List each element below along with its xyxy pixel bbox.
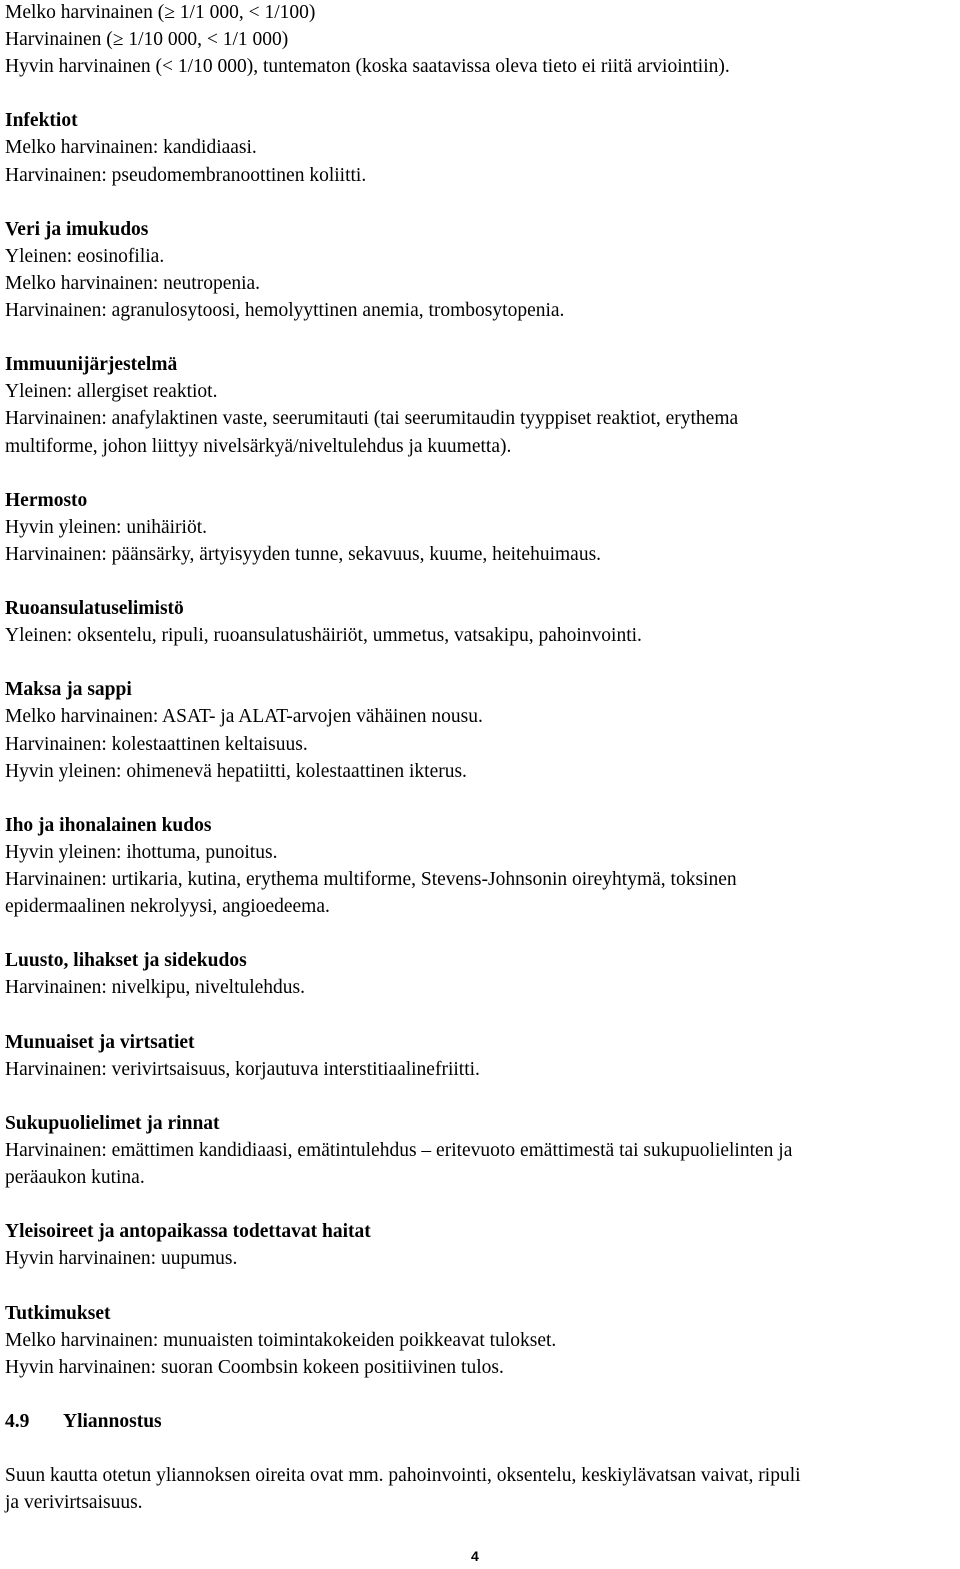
section-line: Harvinainen: kolestaattinen keltaisuus. [5,733,308,755]
section-line: peräaukon kutina. [5,1167,145,1189]
section-yliannostus [5,1408,955,1516]
section-line: Hyvin harvinainen: uupumus. [5,1248,238,1270]
section-line: Harvinainen: urtikaria, kutina, erythema multiforme, Stevens-Johnsonin oireyhtymä, toksinen [5,869,737,890]
section-line: Yleinen: eosinofilia. [5,245,165,267]
section-line: Suun kautta otetun yliannoksen oireita ovat mm. pahoinvointi, oksentelu, keskiylävatsan vaivat, ripuli [5,1465,801,1487]
section-heading: Yleisoireet ja antopaikassa todettavat haitat [5,1221,371,1243]
section-line: Harvinainen: agranulosytoosi, hemolyyttinen anemia, trombosytopenia. [5,300,565,322]
section-yleisoireet [5,1218,955,1272]
section-line: Harvinainen: päänsärky, ärtyisyyden tunne, sekavuus, kuume, heitehuimaus. [5,543,602,565]
section-line: Yleinen: oksentelu, ripuli, ruoansulatushäiriöt, ummetus, vatsakipu, pahoinvointi. [5,625,642,647]
section-line: Harvinainen: nivelkipu, niveltulehdus. [5,977,306,999]
section-number: 4.9 [5,1410,30,1432]
frequency-line: Harvinainen (≥ 1/10 000, < 1/1 000) [5,29,289,51]
section-heading: Tutkimukset [5,1302,111,1324]
section-line: Harvinainen: verivirtsaisuus, korjautuva interstitiaalinefriitti. [5,1058,480,1080]
section-line: Melko harvinainen: neutropenia. [5,272,261,294]
section-heading: Ruoansulatuselimistö [5,598,184,620]
section-heading: Maksa ja sappi [5,679,132,701]
section-veri-ja-imukudos [5,216,955,324]
section-heading: Iho ja ihonalainen kudos [5,814,212,836]
section-line: Melko harvinainen: kandidiaasi. [5,137,257,159]
section-heading: Sukupuolielimet ja rinnat [5,1112,220,1134]
document-page [5,0,955,1516]
frequency-line: Hyvin harvinainen (< 1/10 000), tuntematon (koska saatavissa oleva tieto ei riitä arviointiin). [5,56,730,78]
section-line: Hyvin yleinen: ihottuma, punoitus. [5,841,278,863]
section-line: multiforme, johon liittyy nivelsärkyä/niveltulehdus ja kuumetta). [5,435,512,457]
section-heading: Infektiot [5,110,78,132]
section-munuaiset-ja-virtsatiet [5,1029,955,1083]
section-immuunijarjestelma [5,351,955,459]
section-iho-ja-ihonalainen-kudos [5,812,955,920]
section-heading: Immuunijärjestelmä [5,354,178,376]
section-line: Harvinainen: emättimen kandidiaasi, emätintulehdus – eritevuoto emättimestä tai sukupuolielinten ja [5,1139,793,1161]
section-line: Hyvin harvinainen: suoran Coombsin kokeen positiivinen tulos. [5,1356,504,1378]
section-line: ja verivirtsaisuus. [5,1492,143,1514]
section-hermosto [5,487,955,568]
section-title: Yliannostus [63,1410,162,1432]
page-number: 4 [471,1548,479,1564]
section-line: epidermaalinen nekrolyysi, angioedeema. [5,896,330,918]
section-line: Melko harvinainen: munuaisten toimintakokeiden poikkeavat tulokset. [5,1329,557,1351]
section-infektiot [5,107,955,188]
section-tutkimukset [5,1300,955,1381]
section-heading: Munuaiset ja virtsatiet [5,1031,195,1053]
section-ruoansulatuselimisto [5,595,955,649]
frequency-legend [5,0,955,80]
section-line: Hyvin yleinen: unihäiriöt. [5,516,208,538]
section-heading: Hermosto [5,489,88,511]
section-heading: Luusto, lihakset ja sidekudos [5,950,247,972]
frequency-line: Melko harvinainen (≥ 1/1 000, < 1/100) [5,2,316,23]
section-line: Harvinainen: anafylaktinen vaste, seerumitauti (tai seerumitaudin tyyppiset reaktiot, erythema [5,408,739,430]
section-maksa-ja-sappi [5,676,955,784]
section-luusto-lihakset-ja-sidekudos [5,947,955,1001]
section-line: Melko harvinainen: ASAT- ja ALAT-arvojen vähäinen nousu. [5,706,483,728]
section-heading: Veri ja imukudos [5,218,149,240]
numbered-section-heading [5,1408,955,1435]
section-line: Harvinainen: pseudomembranoottinen koliitti. [5,164,367,186]
section-line: Yleinen: allergiset reaktiot. [5,381,218,403]
section-line: Hyvin yleinen: ohimenevä hepatiitti, kolestaattinen ikterus. [5,760,467,782]
section-sukupuolielimet-ja-rinnat [5,1110,955,1191]
